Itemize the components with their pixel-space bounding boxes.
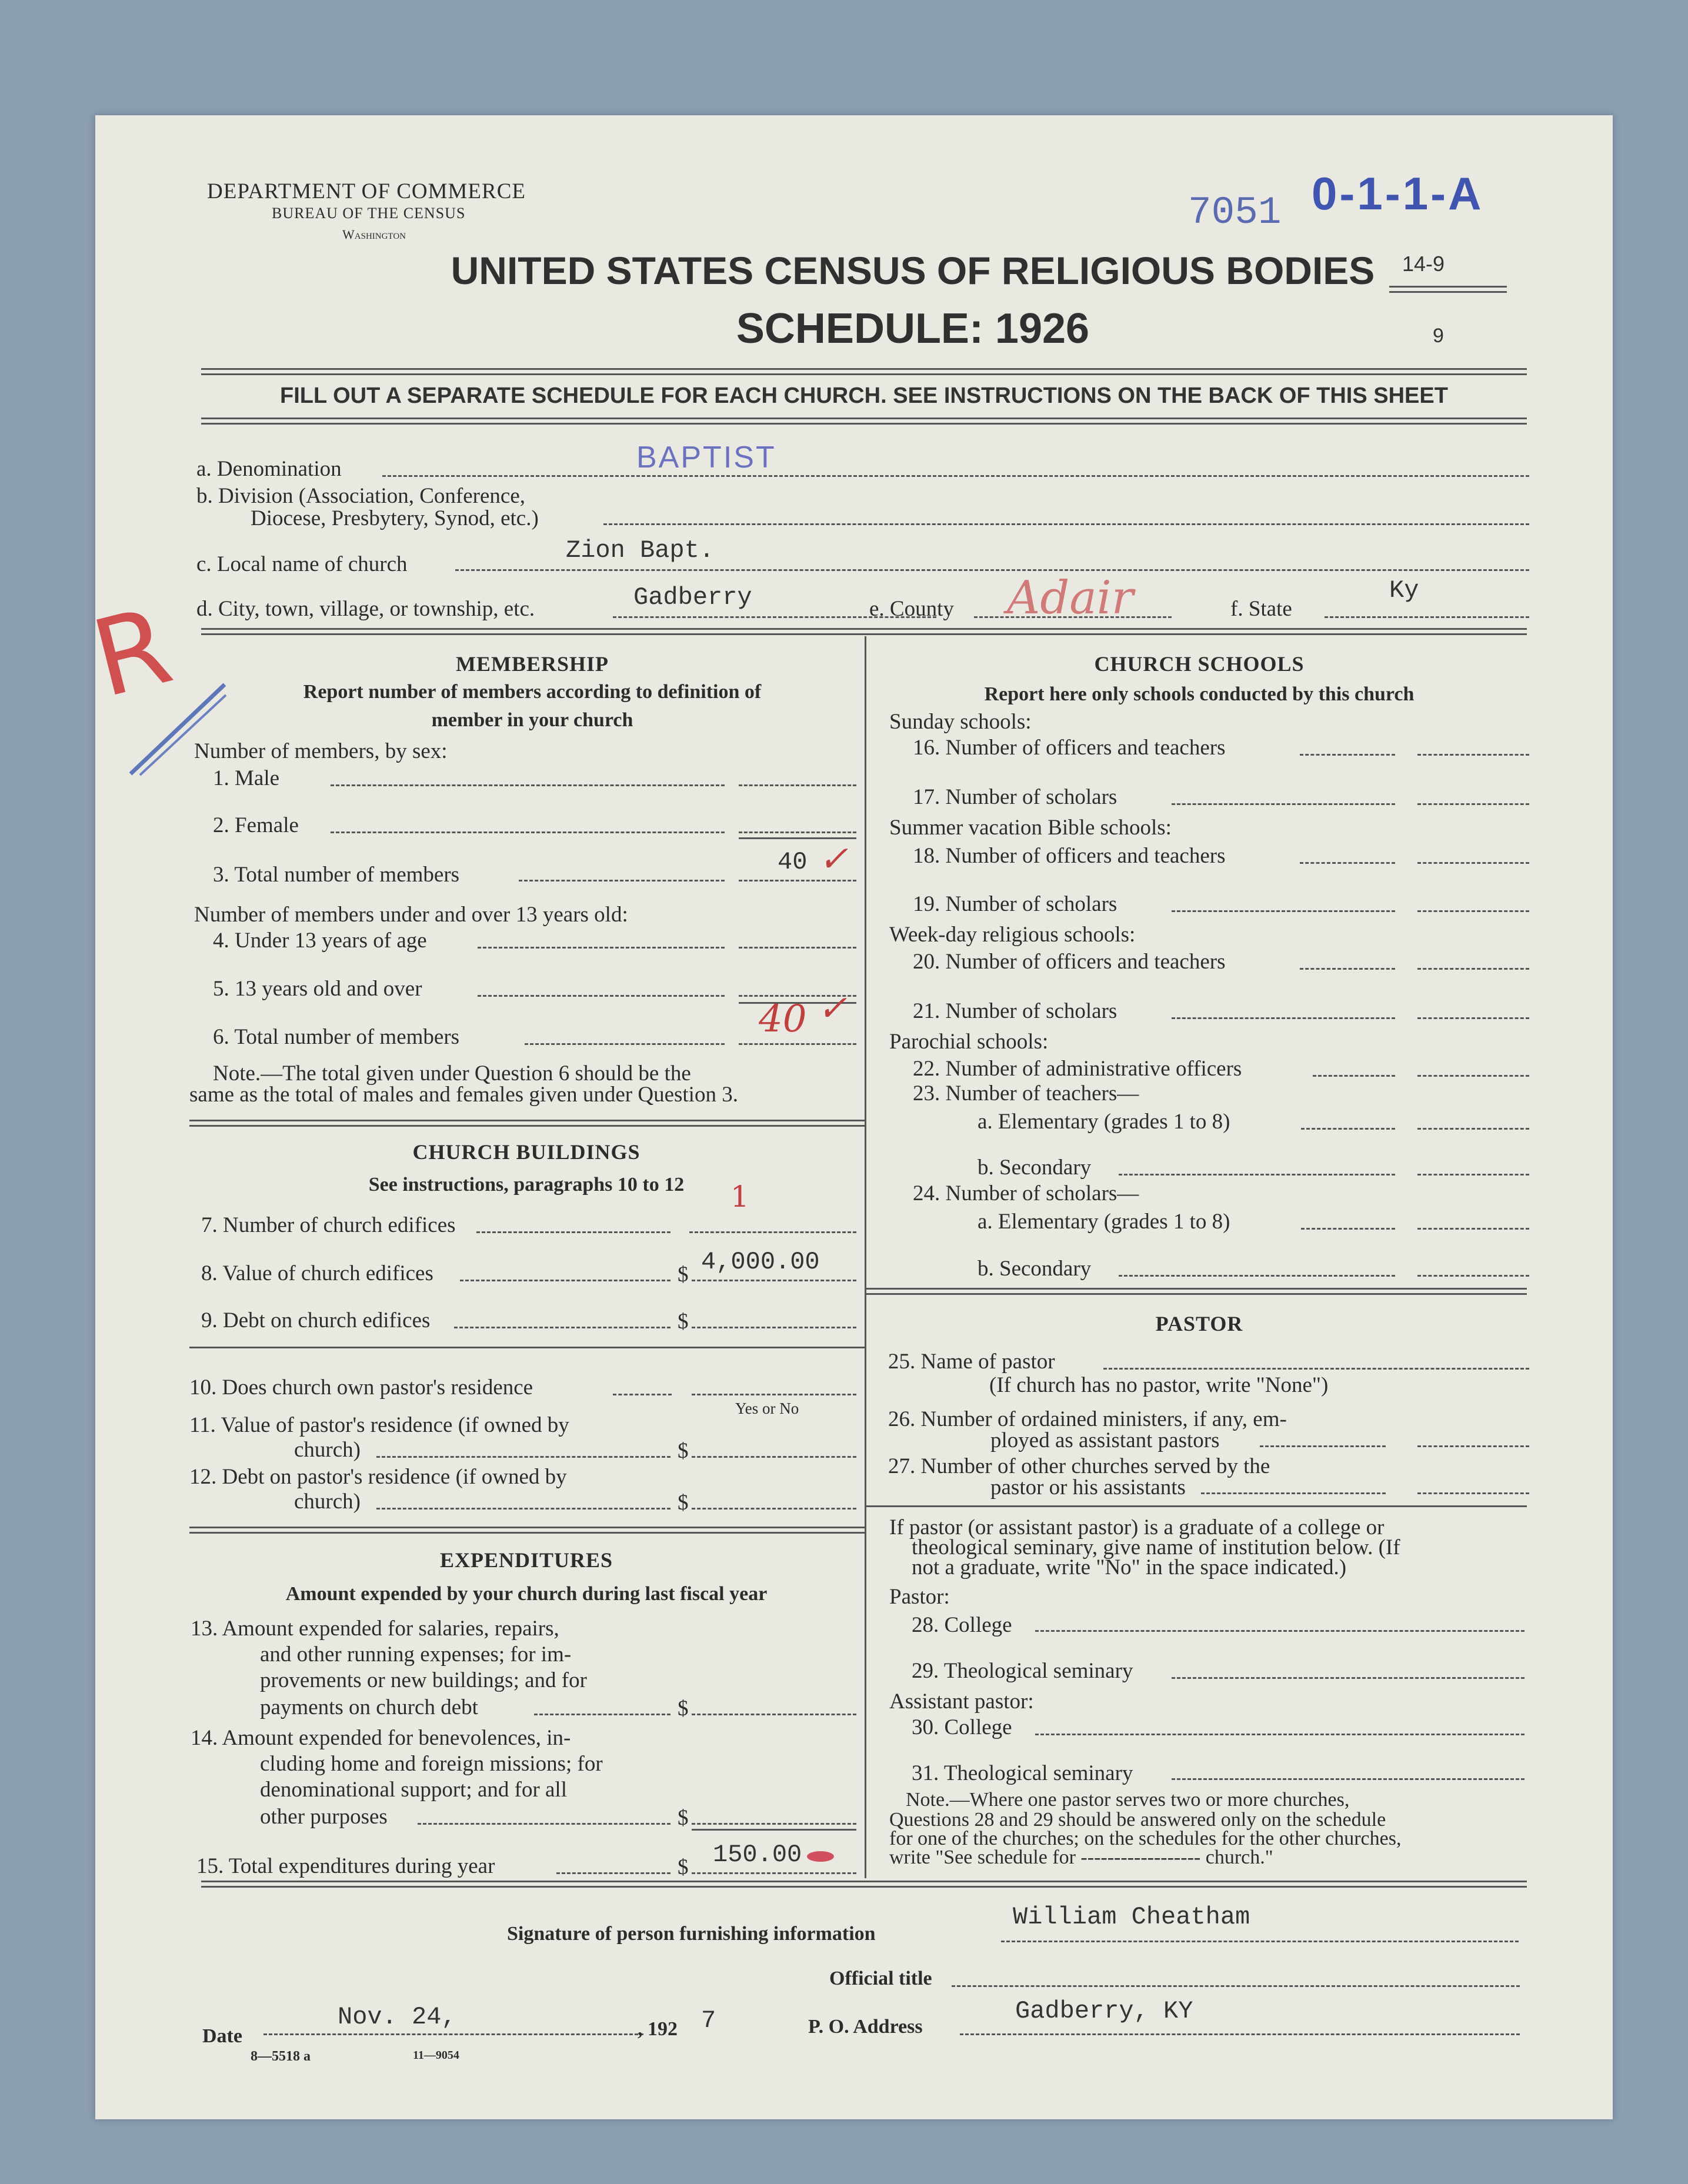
sunday-schools-label: Sunday schools: — [889, 710, 1032, 734]
membership-sub-1: Report number of members according to definition of — [303, 681, 762, 703]
q15-dollar: $ — [678, 1855, 689, 1879]
division-label-1: b. Division (Association, Conference, — [196, 484, 525, 508]
schools-title: CHURCH SCHOOLS — [1094, 652, 1305, 676]
schedule-title: SCHEDULE: 1926 — [736, 305, 1090, 352]
q26-label-1: 26. Number of ordained ministers, if any, em- — [888, 1407, 1287, 1431]
division-line — [603, 523, 1529, 525]
q25-note: (If church has no pastor, write "None") — [989, 1373, 1329, 1397]
q6-answer[interactable] — [739, 1043, 856, 1045]
denomination-line — [382, 475, 1529, 477]
code-small-2: 9 — [1433, 325, 1444, 347]
q10-answer[interactable] — [692, 1394, 856, 1395]
signature-label: Signature of person furnishing information — [507, 1923, 876, 1945]
q31-label: 31. Theological seminary — [912, 1761, 1133, 1785]
q22-dots — [1313, 1075, 1395, 1077]
city-value: Gadberry — [633, 583, 752, 612]
code-small-1: 14-9 — [1402, 252, 1445, 276]
q24a-label: a. Elementary (grades 1 to 8) — [978, 1210, 1230, 1234]
pastor-note-3: for one of the churches; on the schedules for the other churches, — [889, 1828, 1402, 1849]
form-number: 8—5518 a — [251, 2049, 311, 2064]
q23a-label: a. Elementary (grades 1 to 8) — [978, 1110, 1230, 1134]
pastor-title: PASTOR — [1155, 1312, 1243, 1335]
buildings-rule — [189, 1120, 865, 1127]
q14-line-4: other purposes — [260, 1805, 388, 1829]
q17-answer[interactable] — [1417, 803, 1529, 805]
pastor-note-2: Questions 28 and 29 should be answered only on the schedule — [889, 1809, 1386, 1831]
q9-answer[interactable] — [692, 1327, 856, 1328]
q14-line-2: cluding home and foreign missions; for — [260, 1752, 603, 1776]
stamp-number: 7051 — [1188, 191, 1282, 235]
q27-label-1: 27. Number of other churches served by the — [888, 1454, 1270, 1478]
q1-answer[interactable] — [739, 784, 856, 786]
q31-answer[interactable] — [1172, 1778, 1524, 1780]
q13-answer[interactable] — [692, 1714, 856, 1715]
q1-label: 1. Male — [213, 766, 280, 790]
q1-dots — [331, 784, 725, 786]
membership-sub-2: member in your church — [431, 709, 633, 731]
q19-dots — [1172, 910, 1395, 912]
q2-answer[interactable] — [739, 831, 856, 833]
q24b-label: b. Secondary — [978, 1257, 1092, 1281]
date-value: Nov. 24, — [338, 2003, 456, 2031]
q6-checkmark: ✓ — [818, 988, 848, 1029]
top-rule — [201, 368, 1527, 375]
red-mark — [807, 1851, 834, 1862]
q26-dots — [1260, 1445, 1386, 1447]
q23-label: 23. Number of teachers— — [913, 1081, 1139, 1106]
po-address-label: P. O. Address — [808, 2016, 923, 2038]
q24b-answer[interactable] — [1417, 1275, 1529, 1277]
year-value: 7 — [701, 2006, 716, 2035]
pastor-rule — [866, 1288, 1527, 1295]
q3-dots — [519, 880, 725, 881]
q17-label: 17. Number of scholars — [913, 785, 1117, 809]
local-name-line — [455, 569, 1529, 571]
q6-value: 40 — [759, 997, 807, 1041]
graduate-rule — [866, 1505, 1527, 1507]
q22-answer[interactable] — [1417, 1075, 1529, 1077]
q21-answer[interactable] — [1417, 1017, 1529, 1019]
official-title-label: Official title — [829, 1968, 932, 1989]
q11-label-1: 11. Value of pastor's residence (if owned by — [189, 1413, 569, 1437]
q19-label: 19. Number of scholars — [913, 892, 1117, 916]
q5-label: 5. 13 years old and over — [213, 977, 422, 1001]
q26-label-2: ployed as assistant pastors — [990, 1428, 1220, 1452]
instruction-line: FILL OUT A SEPARATE SCHEDULE FOR EACH CHURCH. SEE INSTRUCTIONS ON THE BACK OF THIS SHEET — [280, 383, 1448, 408]
q13-line-4: payments on church debt — [260, 1695, 478, 1719]
q8-label: 8. Value of church edifices — [201, 1261, 433, 1285]
q6-dots — [525, 1043, 725, 1045]
q7-handwritten: 1 — [730, 1180, 749, 1214]
q11-label-2: church) — [294, 1438, 361, 1462]
bureau-heading: BUREAU OF THE CENSUS — [272, 205, 466, 222]
code-rule — [1389, 286, 1507, 293]
residence-rule — [189, 1347, 865, 1348]
q28-answer[interactable] — [1035, 1630, 1524, 1632]
q13-line-2: and other running expenses; for im- — [260, 1642, 572, 1667]
q5-dots — [478, 995, 725, 997]
state-value: Ky — [1389, 576, 1419, 605]
q14-answer[interactable] — [692, 1823, 856, 1825]
q14-line-1: 14. Amount expended for benevolences, in- — [191, 1726, 571, 1750]
buildings-sub: See instructions, paragraphs 10 to 12 — [368, 1174, 685, 1195]
expenditures-sub: Amount expended by your church during last fiscal year — [285, 1583, 768, 1605]
section-rule — [201, 628, 1527, 635]
q7-label: 7. Number of church edifices — [201, 1213, 456, 1237]
q24b-dots — [1119, 1275, 1395, 1277]
pastor-note-4: write "See schedule for ------------------ church." — [889, 1846, 1273, 1868]
pastor-subhead: Pastor: — [889, 1585, 950, 1609]
q26-answer[interactable] — [1417, 1445, 1529, 1447]
buildings-title: CHURCH BUILDINGS — [412, 1140, 640, 1164]
county-label: e. County — [869, 597, 954, 621]
q20-dots — [1300, 968, 1395, 970]
q4-answer[interactable] — [739, 947, 856, 949]
q8-value: 4,000.00 — [701, 1248, 820, 1276]
members-by-age: Number of members under and over 13 years old: — [194, 903, 628, 927]
membership-note-2: same as the total of males and females given under Question 3. — [189, 1083, 738, 1107]
year-prefix: , 192 — [638, 2018, 678, 2040]
q12-label-1: 12. Debt on pastor's residence (if owned by — [189, 1465, 567, 1489]
q25-label: 25. Name of pastor — [888, 1350, 1055, 1374]
q23b-dots — [1119, 1174, 1395, 1176]
q7-answer[interactable] — [689, 1231, 856, 1233]
q14-line-3: denominational support; and for all — [260, 1778, 567, 1802]
q11-dollar: $ — [678, 1439, 689, 1463]
q3-label: 3. Total number of members — [213, 863, 460, 887]
document-title: UNITED STATES CENSUS OF RELIGIOUS BODIES — [451, 249, 1375, 292]
q25-answer[interactable] — [1103, 1368, 1529, 1370]
q13-dollar: $ — [678, 1697, 689, 1721]
official-title-line[interactable] — [952, 1985, 1520, 1987]
schools-sub: Report here only schools conducted by this church — [984, 683, 1415, 705]
q9-dots — [454, 1327, 670, 1328]
q22-label: 22. Number of administrative officers — [913, 1057, 1242, 1081]
q13-dots — [534, 1714, 670, 1715]
pastor-note-1: Note.—Where one pastor serves two or more churches, — [906, 1789, 1350, 1811]
q27-dots — [1201, 1492, 1386, 1494]
graduate-text-1: If pastor (or assistant pastor) is a graduate of a college or — [889, 1515, 1385, 1540]
denomination-label: a. Denomination — [196, 457, 342, 481]
q14-dots — [418, 1823, 670, 1825]
q12-label-2: church) — [294, 1490, 361, 1514]
q17-dots — [1172, 803, 1395, 805]
q16-label: 16. Number of officers and teachers — [913, 736, 1226, 760]
date-line[interactable] — [263, 2033, 643, 2035]
q15-value: 150.00 — [713, 1841, 802, 1869]
q30-answer[interactable] — [1035, 1734, 1524, 1735]
q28-label: 28. College — [912, 1613, 1012, 1637]
yes-or-no-hint: Yes or No — [735, 1400, 799, 1417]
q23a-dots — [1301, 1128, 1395, 1130]
q15-answer[interactable] — [692, 1872, 856, 1874]
expenditures-rule — [189, 1527, 865, 1534]
state-line — [1325, 616, 1529, 618]
denomination-value: BAPTIST — [636, 440, 776, 475]
q10-dots — [613, 1394, 672, 1395]
q16-answer[interactable] — [1417, 754, 1529, 756]
q21-label: 21. Number of scholars — [913, 999, 1117, 1023]
q8-dollar: $ — [678, 1263, 689, 1287]
q9-label: 9. Debt on church edifices — [201, 1308, 431, 1333]
membership-title: MEMBERSHIP — [455, 652, 609, 676]
parochial-schools-label: Parochial schools: — [889, 1030, 1049, 1054]
q8-answer[interactable] — [692, 1280, 856, 1281]
review-mark: R — [81, 584, 183, 722]
q11-dots — [376, 1456, 670, 1458]
q15-label: 15. Total expenditures during year — [196, 1854, 495, 1878]
q3-answer[interactable] — [739, 880, 856, 881]
q30-label: 30. College — [912, 1715, 1012, 1739]
q2-dots — [331, 831, 725, 833]
local-name-value: Zion Bapt. — [566, 536, 715, 565]
q27-answer[interactable] — [1417, 1492, 1529, 1494]
department-heading: DEPARTMENT OF COMMERCE — [207, 179, 526, 203]
membership-note-1: Note.—The total given under Question 6 should be the — [213, 1061, 691, 1086]
footer-rule — [201, 1881, 1527, 1888]
q12-answer[interactable] — [692, 1508, 856, 1510]
q2-label: 2. Female — [213, 813, 299, 837]
q24a-dots — [1301, 1228, 1395, 1230]
q16-dots — [1300, 754, 1395, 756]
print-number: 11—9054 — [413, 2049, 459, 2062]
assistant-subhead: Assistant pastor: — [889, 1689, 1034, 1714]
q29-answer[interactable] — [1172, 1677, 1524, 1679]
q10-label: 10. Does church own pastor's residence — [189, 1375, 533, 1400]
date-label: Date — [202, 2025, 242, 2047]
summer-schools-label: Summer vacation Bible schools: — [889, 816, 1172, 840]
q14-sum-rule — [692, 1829, 856, 1831]
division-label-2: Diocese, Presbytery, Synod, etc.) — [251, 506, 539, 530]
q20-label: 20. Number of officers and teachers — [913, 950, 1226, 974]
q23b-answer[interactable] — [1417, 1174, 1529, 1176]
q8-dots — [460, 1280, 670, 1281]
graduate-text-2: theological seminary, give name of institution below. (If — [912, 1535, 1400, 1559]
expenditures-title: EXPENDITURES — [439, 1548, 613, 1572]
state-label: f. State — [1230, 597, 1292, 621]
po-address-value: Gadberry, KY — [1015, 1997, 1193, 2025]
signature-value: William Cheatham — [1013, 1903, 1250, 1931]
census-schedule-sheet — [81, 115, 1613, 2119]
q24-label: 24. Number of scholars— — [913, 1181, 1139, 1205]
q3-checkmark: ✓ — [819, 839, 849, 880]
q13-line-3: provements or new buildings; and for — [260, 1668, 587, 1692]
q15-dots — [556, 1872, 670, 1874]
q23a-answer[interactable] — [1417, 1128, 1529, 1130]
graduate-text-3: not a graduate, write "No" in the space indicated.) — [912, 1555, 1347, 1579]
q12-dots — [376, 1508, 670, 1510]
local-name-label: c. Local name of church — [196, 552, 408, 576]
q14-dollar: $ — [678, 1806, 689, 1830]
q19-answer[interactable] — [1417, 910, 1529, 912]
q13-line-1: 13. Amount expended for salaries, repairs, — [191, 1617, 559, 1641]
city-heading: Washington — [342, 227, 406, 242]
q6-label: 6. Total number of members — [213, 1025, 460, 1049]
q11-answer[interactable] — [692, 1456, 856, 1458]
q18-dots — [1300, 862, 1395, 864]
instruction-rule — [201, 418, 1527, 425]
q24a-answer[interactable] — [1417, 1228, 1529, 1230]
members-by-sex: Number of members, by sex: — [194, 739, 448, 763]
q3-value: 40 — [778, 848, 808, 876]
q18-answer[interactable] — [1417, 862, 1529, 864]
q4-label: 4. Under 13 years of age — [213, 929, 427, 953]
q27-label-2: pastor or his assistants — [990, 1475, 1186, 1500]
q20-answer[interactable] — [1417, 968, 1529, 970]
q29-label: 29. Theological seminary — [912, 1659, 1133, 1683]
classification-code: 0-1-1-A — [1312, 168, 1484, 219]
q18-label: 18. Number of officers and teachers — [913, 844, 1226, 868]
weekday-schools-label: Week-day religious schools: — [889, 923, 1136, 947]
q21-dots — [1172, 1017, 1395, 1019]
column-divider — [865, 636, 866, 1878]
q9-dollar: $ — [678, 1310, 689, 1334]
q12-dollar: $ — [678, 1491, 689, 1515]
q7-dots — [476, 1231, 670, 1233]
city-label: d. City, town, village, or township, etc. — [196, 597, 535, 621]
po-address-line[interactable] — [960, 2033, 1520, 2035]
signature-line[interactable] — [1001, 1941, 1519, 1942]
q23b-label: b. Secondary — [978, 1156, 1092, 1180]
county-value: Adair — [1007, 572, 1133, 625]
q4-dots — [478, 947, 725, 949]
